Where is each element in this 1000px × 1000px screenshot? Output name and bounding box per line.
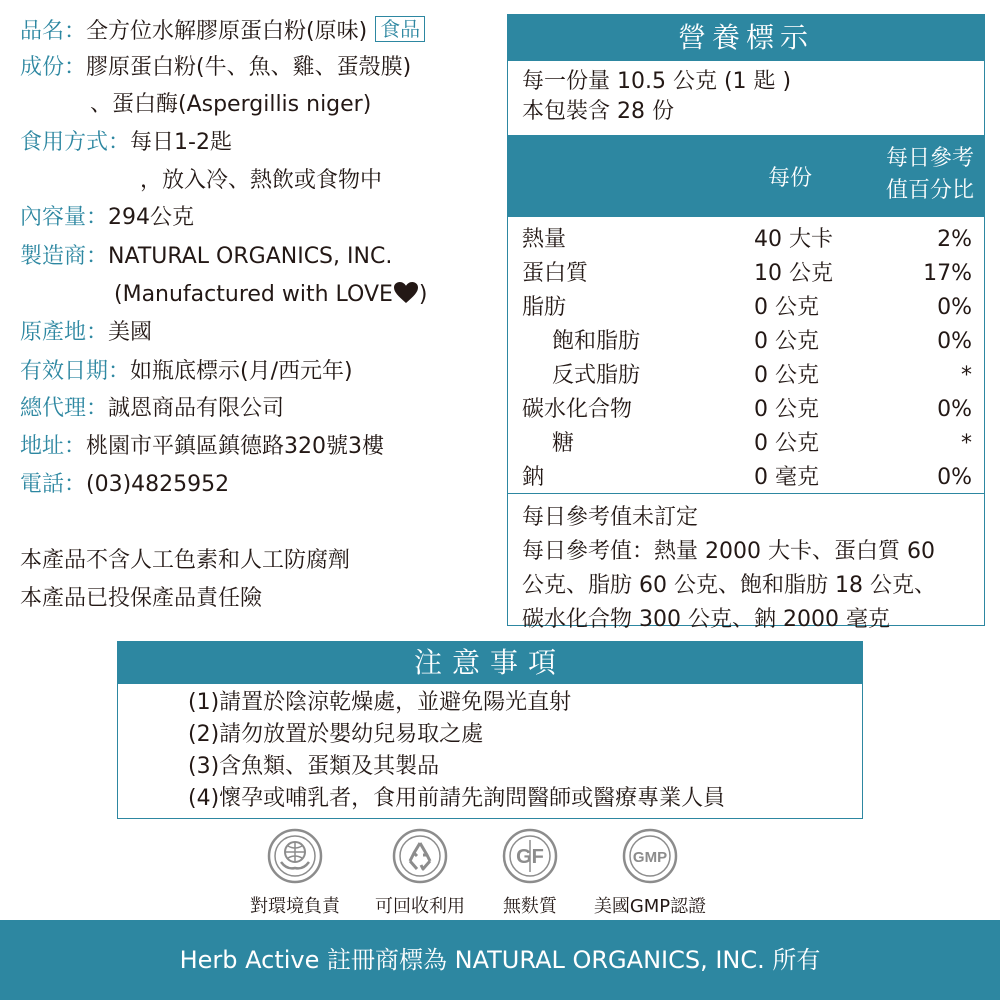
ingredients-label: 成份： [20, 55, 87, 80]
nutrient-percent: 0% [937, 465, 972, 490]
recycle-icon [392, 828, 448, 884]
daily-value-note-line2: 每日參考值：熱量 2000 大卡、蛋白質 60 [522, 539, 935, 564]
trademark-footer [0, 920, 1000, 1000]
nutrition-facts-panel [507, 14, 985, 632]
gluten-free-icon [502, 828, 558, 884]
nutrient-value: 40 大卡 [754, 227, 833, 252]
nutrient-value: 10 公克 [754, 261, 833, 286]
agent-row [20, 394, 284, 424]
nutrient-row [508, 427, 984, 461]
origin-label: 原產地： [20, 320, 109, 345]
nutrient-value: 0 公克 [754, 295, 819, 320]
nutrient-percent: 0% [937, 397, 972, 422]
usage-label: 食用方式： [20, 130, 131, 155]
expiry-value: 如瓶底標示(月/西元年) [130, 359, 353, 384]
ingredients-line1: 膠原蛋白粉(牛、魚、雞、蛋殼膜) [86, 55, 412, 80]
nutrient-row [508, 291, 984, 325]
maker-line2-end: ) [418, 282, 428, 307]
content-label: 內容量： [20, 205, 109, 230]
product-name-value: 全方位水解膠原蛋白粉(原味) [86, 19, 368, 44]
nutrient-value: 0 毫克 [754, 465, 819, 490]
nutrient-percent: 2% [937, 227, 972, 252]
badge-gmp [575, 828, 725, 918]
address-value: 桃園市平鎮區鎮德路320號3樓 [86, 434, 385, 459]
origin-value: 美國 [108, 320, 153, 345]
caution-item: (2)請勿放置於嬰幼兒易取之處 [188, 722, 484, 747]
nutrient-percent: 0% [937, 329, 972, 354]
nutrient-name: 蛋白質 [522, 261, 589, 286]
nutrient-value: 0 公克 [754, 363, 819, 388]
gmp-icon [622, 828, 678, 884]
nutrient-name: 脂肪 [522, 295, 567, 320]
product-name-row [20, 16, 425, 47]
nutrition-column-header [508, 135, 984, 217]
badge-gmp-label: 美國GMP認證 [593, 896, 707, 917]
address-row [20, 432, 384, 462]
no-additives-text: 本產品不含人工色素和人工防腐劑 [20, 548, 351, 573]
serving-size: 每一份量 10.5 公克 (1 匙 ) [522, 69, 792, 94]
nutrition-title: 營養標示 [508, 15, 984, 61]
nutrient-value: 0 公克 [754, 397, 819, 422]
address-label: 地址： [20, 434, 87, 459]
maker-value: NATURAL ORGANICS, INC. [108, 244, 393, 269]
insurance-text: 本產品已投保產品責任險 [20, 586, 263, 611]
nutrient-percent: * [961, 363, 972, 388]
insurance-note [20, 584, 262, 614]
maker-row [20, 242, 392, 272]
badge-gluten-free-label: 無麩質 [503, 896, 557, 917]
per-serving-header: 每份 [768, 166, 813, 191]
trademark-text: Herb Active 註冊商標為 NATURAL ORGANICS, INC. 所有 [179, 946, 821, 974]
expiry-row [20, 357, 353, 387]
agent-label: 總代理： [20, 396, 109, 421]
usage-line1: 每日1-2匙 [130, 130, 232, 155]
gluten-free-mark: GF [516, 846, 544, 868]
phone-value: (03)4825952 [86, 472, 230, 497]
serving-info [522, 67, 791, 127]
usage-row [20, 128, 232, 158]
caution-item: (3)含魚類、蛋類及其製品 [188, 754, 440, 779]
ingredients-line2-row [90, 90, 371, 120]
badge-environment-label: 對環境負責 [250, 896, 340, 917]
nutrient-name: 碳水化合物 [522, 397, 633, 422]
nutrient-name: 鈉 [522, 465, 545, 490]
badge-recyclable-label: 可回收利用 [375, 896, 465, 917]
daily-value-header-line2: 值百分比 [885, 178, 974, 203]
nutrient-row [508, 257, 984, 291]
nutrient-percent: * [961, 431, 972, 456]
expiry-label: 有效日期： [20, 359, 131, 384]
nutrient-percent: 17% [923, 261, 972, 286]
agent-value: 誠恩商品有限公司 [108, 396, 285, 421]
no-additives-note [20, 546, 350, 576]
nutrient-name: 反式脂肪 [552, 363, 641, 388]
daily-value-note-line3: 公克、脂肪 60 公克、飽和脂肪 18 公克、 [522, 573, 936, 598]
food-tag: 食品 [375, 16, 425, 42]
nutrient-name: 熱量 [522, 227, 567, 252]
daily-value-header [886, 143, 974, 207]
gmp-mark: GMP [632, 849, 668, 866]
caution-item: (1)請置於陰涼乾燥處，並避免陽光直射 [188, 690, 572, 715]
ingredients-line2: 、蛋白酶(Aspergillis niger) [90, 92, 372, 117]
nutrient-row [508, 359, 984, 393]
nutrient-row [508, 393, 984, 427]
nutrient-value: 0 公克 [754, 431, 819, 456]
daily-value-note-line1: 每日參考值未訂定 [522, 505, 699, 530]
heart-icon [393, 281, 419, 305]
ingredients-row [20, 53, 411, 83]
nutrient-value: 0 公克 [754, 329, 819, 354]
globe-hands-icon [267, 828, 323, 884]
nutrient-row [508, 325, 984, 359]
servings-per-package: 本包裝含 28 份 [522, 99, 674, 124]
usage-line2-row [140, 166, 382, 196]
daily-value-note-line4: 碳水化合物 300 公克、鈉 2000 毫克 [522, 607, 890, 632]
nutrient-name: 飽和脂肪 [552, 329, 641, 354]
nutrient-percent: 0% [937, 295, 972, 320]
phone-label: 電話： [20, 472, 87, 497]
nutrient-name: 糖 [552, 431, 575, 456]
nutrient-row [508, 461, 984, 495]
nutrient-row [508, 223, 984, 257]
maker-line2-row [114, 280, 428, 310]
usage-line2: ，放入冷、熱飲或食物中 [140, 168, 383, 193]
caution-title: 注意事項 [118, 642, 862, 684]
origin-row [20, 318, 152, 348]
daily-value-header-line1: 每日參考 [885, 146, 974, 171]
maker-label: 製造商： [20, 244, 109, 269]
daily-value-notes [522, 501, 936, 637]
caution-item: (4)懷孕或哺乳者，食用前請先詢問醫師或醫療專業人員 [188, 786, 726, 811]
caution-panel [117, 641, 863, 819]
nutrition-divider [508, 493, 984, 494]
content-row [20, 203, 194, 233]
product-name-label: 品名： [20, 19, 87, 44]
maker-line2: (Manufactured with LOVE [114, 282, 393, 307]
content-value: 294公克 [108, 205, 195, 230]
phone-row [20, 470, 229, 500]
